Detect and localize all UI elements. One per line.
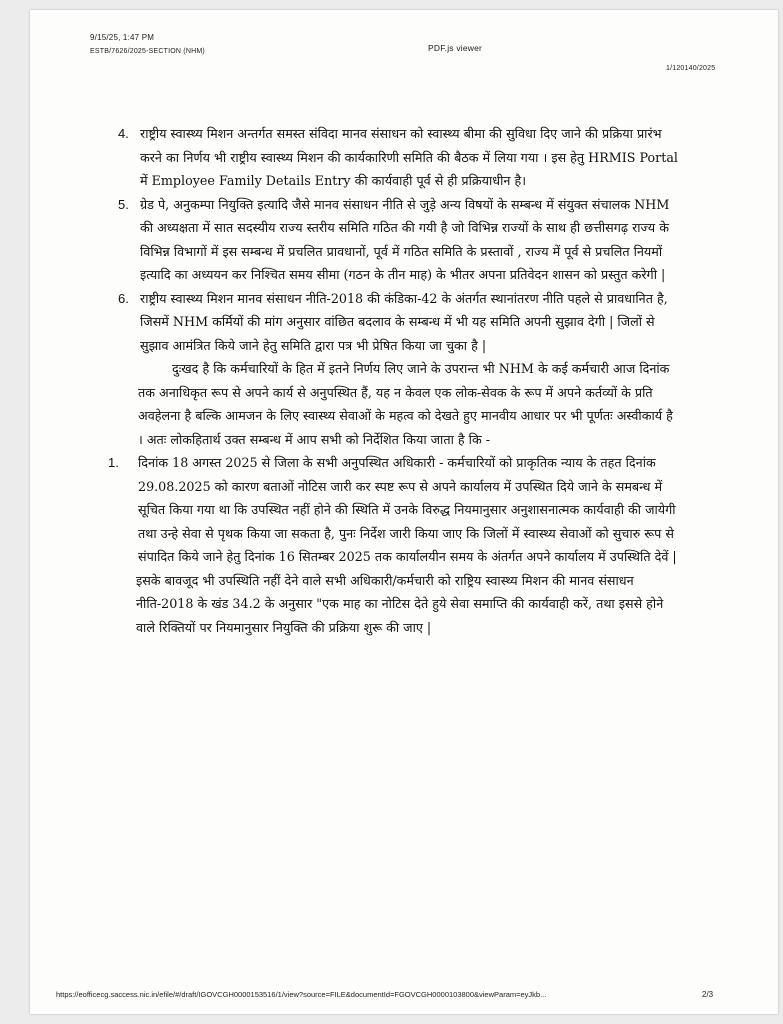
item-text: राष्ट्रीय स्वास्थ्य मिशन अन्तर्गत समस्त संविदा मानव संसाधन को स्वास्थ्य बीमा की सुविधा दिए जाने की प्रक्रिया प्रारंभ करने का निर्णय भी राष्ट्रीय स्वास्थ्य मिशन की कार्यकारिणी समिति की बैठक में लिया गया । इस हेतु HRMIS Portal में Employee Family Details Entry की कार्यवाही पूर्व से ही प्रक्रियाधीन है।	[140, 126, 678, 188]
item-number: 6.	[118, 290, 129, 306]
file-reference: ESTB/7626/2025-SECTION (NHM)	[90, 48, 205, 55]
list-item	[108, 451, 678, 569]
letter-body	[108, 122, 678, 639]
item-text: ग्रेड पे, अनुकम्पा नियुक्ति इत्यादि जैसे मानव संसाधन नीति से जुड़े अन्य विषयों के सम्बन्ध में संयुक्त संचालक NHM की अध्यक्षता में सात सदस्यीय राज्य स्तरीय समिति गठित की गयी है जो विभिन्न राज्यों के साथ ही छत्तीसगढ़ राज्य के विभिन्न विभागों में इस सम्बन्ध में प्रचलित प्रावधानों, पूर्व में गठित समिति के प्रस्तावों , राज्य में पूर्व से प्रचलित नियमों इत्यादि का अध्ययन कर निश्चित समय सीमा (गठन के तीन माह) के भीतर अपना प्रतिवेदन शासन को प्रस्तुत करेगी |	[140, 196, 670, 282]
viewer-title: PDF.js viewer	[428, 43, 483, 53]
item-text: राष्ट्रीय स्वास्थ्य मिशन मानव संसाधन नीति-2018 की कंडिका-42 के अंतर्गत स्थानांतरण नीति पहले से प्रावधानित है, जिसमें NHM कर्मियों की मांग अनुसार वांछित बदलाव के सम्बन्ध में भी यह समिति अपनी सुझाव देगी | जिलों से सुझाव आमंत्रित किये जाने हेतु समिति द्वारा पत्र भी प्रेषित किया जा चुका है |	[140, 290, 668, 353]
page-indicator: 2/3	[702, 990, 714, 999]
list-item	[118, 287, 678, 358]
final-paragraph: इसके बावजूद भी उपस्थिति नहीं देने वाले सभी अधिकारी/कर्मचारी को राष्ट्रिय स्वास्थ्य मिशन की मानव संसाधन नीति-2018 के खंड 34.2 के अनुसार "एक माह का नोटिस देते हुये सेवा समाप्ति की कार्यवाही करें, तथा इससे होने वाले रिक्तियों पर नियमानुसार नियुक्ति की प्रक्रिया शुरू की जाए |	[136, 572, 664, 635]
list-item	[118, 122, 678, 193]
item-number: 5.	[118, 196, 129, 212]
item-text: दिनांक 18 अगस्त 2025 से जिला के सभी अनुपस्थित अधिकारी - कर्मचारियों को प्राकृतिक न्याय के तहत दिनांक 29.08.2025 को कारण बताओं नोटिस जारी कर स्पष्ट रूप से अपने कार्यालय में उपस्थित दिये जाने के समबन्ध में सूचित किया गया था कि उपस्थित नहीं होने की स्थिति में उनके विरुद्ध नियमानुसार अनुशासनात्मक कार्यवाही की जायेगी तथा उन्हे सेवा से पृथक किया जा सकता है, पुनः निर्देश जारी किया जाए कि जिलों में स्वास्थ्य सेवाओं को सुचारु रूप से संपादित किये जाने हेतु दिनांक 16 सितम्बर 2025 तक कार्यालयीन समय के अंतर्गत अपने कार्यालय में उपस्थिति देवें |	[138, 455, 677, 564]
item-number: 4.	[118, 126, 129, 141]
footer-url: https://eofficecg.saccess.nic.in/efile/#/draft/IGOVCGH0000153516/1/view?source=FILE&documentId=FGOVCGH0000103800&viewParam=eyJkb...	[56, 990, 547, 999]
print-datetime: 9/15/25, 1:47 PM	[90, 33, 155, 42]
list-item	[118, 193, 678, 287]
item-number: 1.	[108, 455, 119, 470]
directive-paragraph: दुःखद है कि कर्मचारियों के हित में इतने निर्णय लिए जाने के उपरान्त भी NHM के कई कर्मचारी आज दिनांक तक अनाधिकृत रूप से अपने कार्य से अनुपस्थित हैं, यह न केवल एक लोक-सेवक के रूप में अपने कर्तव्यों के प्रति अवहेलना है बल्कि आमजन के लिए स्वास्थ्य सेवाओं के महत्व को देखते हुए मानवीय आधार पर भी पूर्णतः अस्वीकार्य है । अतः लोकहितार्थ उक्त सम्बन्ध में आप सभी को निर्देशित किया जाता है कि -	[138, 361, 673, 447]
document-number: 1/120140/2025	[666, 65, 716, 72]
